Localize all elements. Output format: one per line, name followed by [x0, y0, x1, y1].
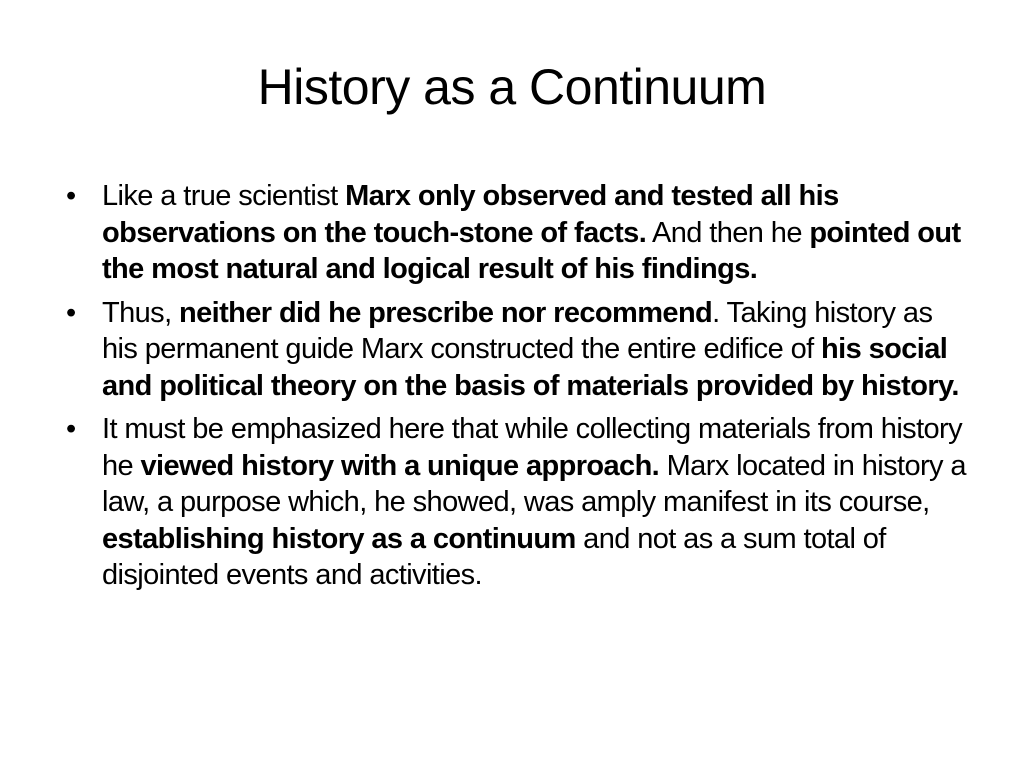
bullet-text-segment: Like a true scientist [102, 180, 346, 212]
bullet-text-bold-segment: viewed history with a unique approach. [140, 449, 660, 482]
bullet-text-segment: It must be emphasized here that while collecting materials from history he [102, 413, 963, 482]
bullet-dot-icon: • [66, 413, 76, 445]
bullet-dot-icon: • [66, 180, 76, 212]
bullet-text-bold-segment: establishing history as a continuum [102, 522, 576, 555]
bullet-item [60, 295, 970, 405]
bullet-item [60, 411, 970, 594]
bullet-text-segment: Thus, [102, 296, 179, 329]
slide-title: History as a Continuum [257, 59, 767, 115]
bullet-text-segment: Marx located in history a law, a purpose which, he showed, was amply manifest in its course, [102, 449, 966, 518]
bullet-text-bold-segment: his social and political theory on the basis of materials provided by history. [102, 333, 959, 402]
bullet-dot-icon: • [66, 296, 76, 329]
bullet-text-segment: and not as a sum total of disjointed events and activities. [102, 522, 886, 591]
bullet-text-bold-segment: pointed out the most natural and logical result of his findings. [102, 216, 961, 285]
bullet-list [60, 178, 970, 601]
bullet-text-segment: . Taking history as his permanent guide Marx constructed the entire edifice of [102, 296, 933, 365]
bullet-item [60, 178, 970, 288]
bullet-text-bold-segment: Marx only observed and tested all his observations on the touch-stone of facts. [102, 180, 839, 249]
bullet-text-bold-segment: neither did he prescribe nor recommend [179, 296, 713, 329]
bullet-text-segment: And then he [646, 216, 810, 249]
